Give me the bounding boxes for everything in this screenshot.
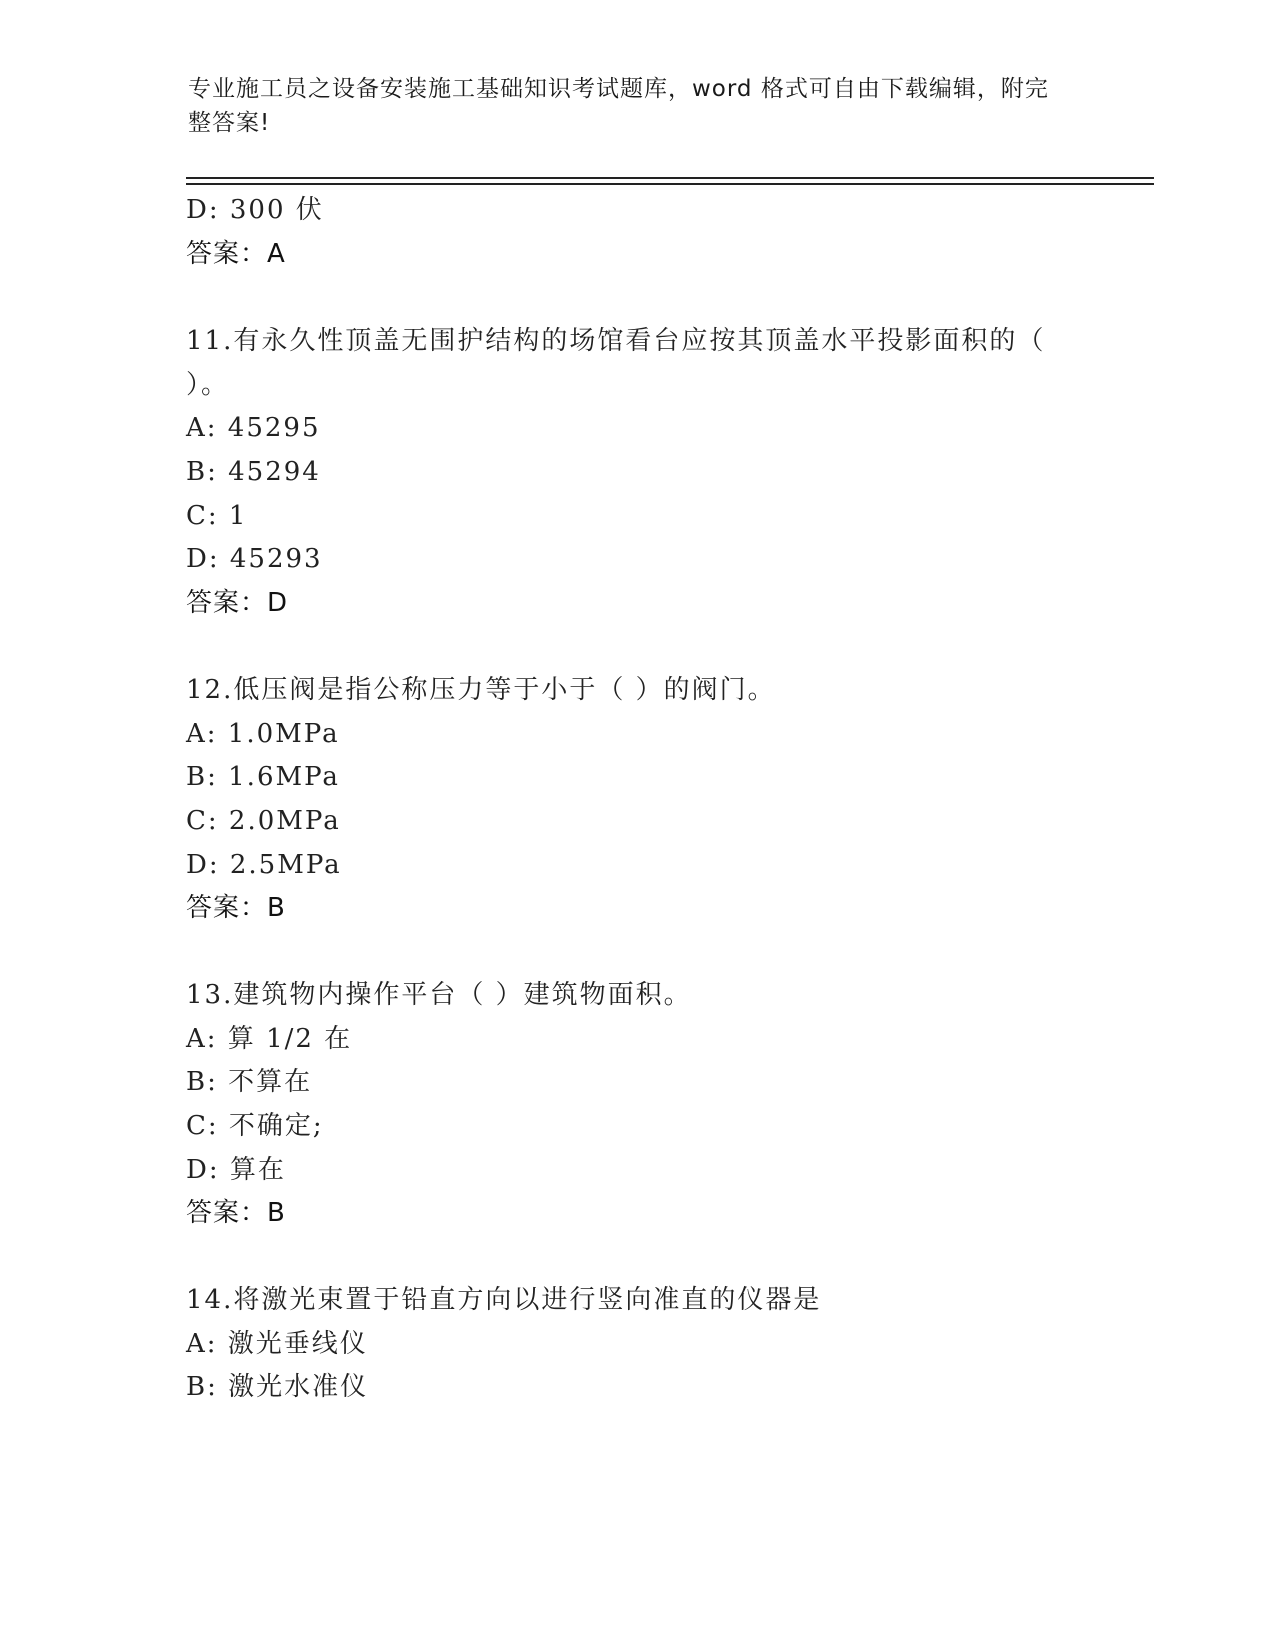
option-d: D: 2.5MPa — [186, 850, 342, 880]
document-header — [188, 72, 1078, 140]
option-d: D: 算在 — [186, 1155, 286, 1185]
answer-line: 答案：B — [186, 1198, 286, 1228]
option-c: C: 2.0MPa — [186, 806, 341, 836]
answer-line: 答案：B — [186, 893, 286, 923]
header-line-1: 专业施工员之设备安装施工基础知识考试题库，word 格式可自由下载编辑，附完 — [188, 76, 1049, 102]
question-13-stem: 13.建筑物内操作平台（ ）建筑物面积。 — [186, 980, 692, 1010]
option-c: C: 1 — [186, 501, 248, 531]
answer-line: 答案：D — [186, 588, 289, 618]
question-11-stem-continued: ）。 — [186, 370, 230, 400]
header-line-2: 整答案! — [188, 110, 271, 136]
option-a: A: 算 1/2 在 — [186, 1024, 353, 1054]
question-11-stem: 11.有永久性顶盖无围护结构的场馆看台应按其顶盖水平投影面积的（ — [186, 326, 1046, 356]
option-d: D: 45293 — [186, 544, 323, 574]
option-a: A: 1.0MPa — [186, 719, 340, 749]
header-divider-bottom — [186, 183, 1154, 185]
question-12-stem: 12.低压阀是指公称压力等于小于（ ）的阀门。 — [186, 675, 776, 705]
option-d: D: 300 伏 — [186, 195, 324, 225]
answer-line: 答案：A — [186, 239, 286, 269]
question-14-stem: 14.将激光束置于铅直方向以进行竖向准直的仪器是 — [186, 1285, 822, 1315]
option-b: B: 1.6MPa — [186, 762, 340, 792]
header-divider-top — [186, 177, 1154, 179]
option-b: B: 不算在 — [186, 1067, 313, 1097]
option-c: C: 不确定; — [186, 1111, 324, 1141]
option-a: A: 45295 — [186, 413, 321, 443]
option-a: A: 激光垂线仪 — [186, 1329, 368, 1359]
option-b: B: 45294 — [186, 457, 321, 487]
option-b: B: 激光水准仪 — [186, 1372, 369, 1402]
